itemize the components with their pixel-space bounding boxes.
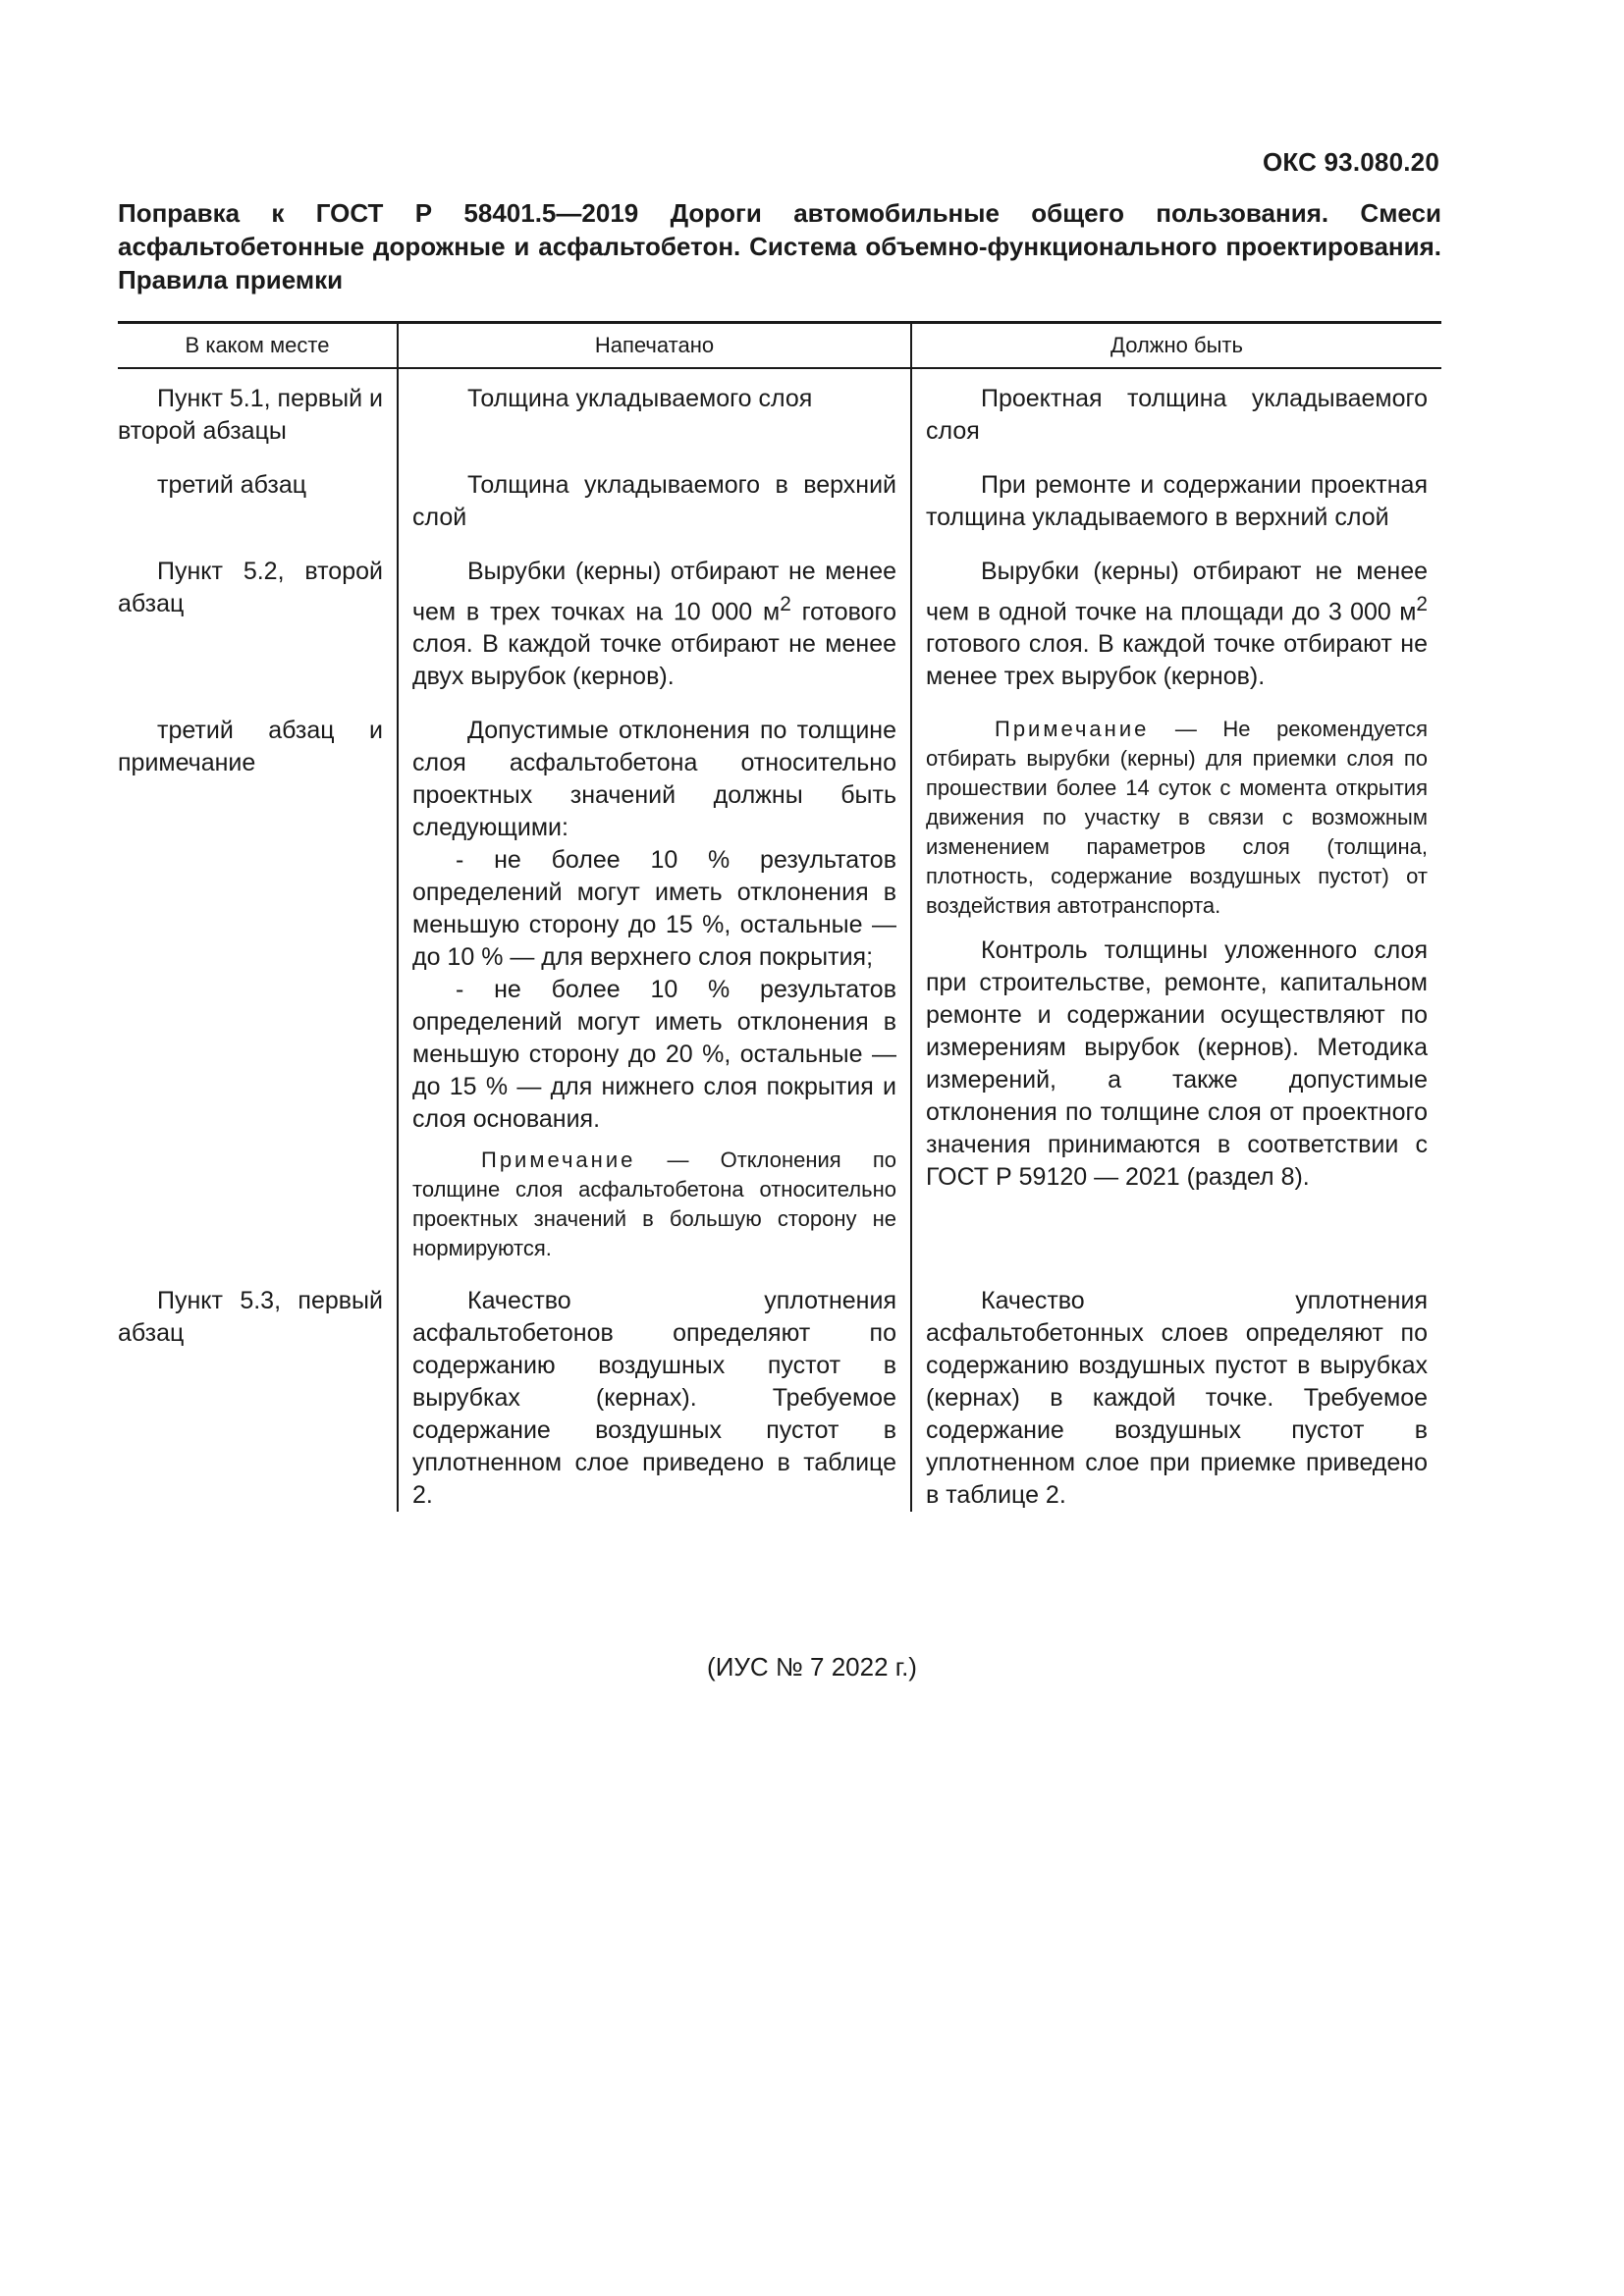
cell-where [118,1285,398,1512]
should-text: При ремонте и содержании проектная толщина укладываемого в верхний слой [926,471,1428,531]
cell-printed [398,1285,911,1512]
printed-text: Вырубки (керны) отбирают не менее чем в трех точках на 10 000 $м^2$ готового слоя. В каждой точке отбирают не менее двух вырубок (кернов). [412,558,896,691]
should-text: Качество уплотнения асфальтобетонных слоев определяют по содержанию воздушных пустот в вырубках (кернах) в каждой точке. Требуемое содержание воздушных пустот в уплотненном слое при приемке приведено в таблице 2. [926,1287,1428,1510]
table-row [118,556,1441,693]
document-title: Поправка к ГОСТ Р 58401.5—2019 Дороги автомобильные общего пользования. Смеси асфальтобетонные дорожные и асфальтобетон. Система объемно-функционального проектирования. Правила приемки [118,198,1441,294]
table-row [118,469,1441,534]
header-should: Должно быть [911,323,1441,369]
should-text: Проектная толщина укладываемого слоя [926,385,1428,445]
table-header-row [118,323,1441,369]
printed-paragraph-3: - не более 10 % результатов определений могут иметь отклонения в меньшую сторону до 20 %, остальные — до 15 % — для нижнего слоя покрытия и слоя основания. [412,976,896,1134]
should-paragraph: Контроль толщины уложенного слоя при строительстве, ремонте, капитальном ремонте и содержании осуществляют по измерениям вырубок (кернов). Методика измерений, а также допустимые отклонения по толщине слоя от проектного значения принимаются в соответствии с ГОСТ Р 59120 — 2021 (раздел 8). [926,936,1428,1192]
cell-where [118,556,398,693]
correction-table [118,321,1441,1512]
cell-should [911,1285,1441,1512]
cell-where [118,469,398,534]
should-text: Вырубки (керны) отбирают не менее чем в одной точке на площади до 3 000 $м^2$ готового слоя. В каждой точке отбирают не менее трех вырубок (кернов). [926,558,1428,691]
cell-where [118,368,398,448]
table-row [118,368,1441,448]
where-text: Пункт 5.2, второй абзац [118,558,383,617]
cell-where [118,715,398,1263]
where-text: третий абзац и примечание [118,717,383,777]
cell-printed [398,556,911,693]
ius-reference: (ИУС № 7 2022 г.) [707,1652,917,1682]
cell-printed [398,715,911,1263]
printed-paragraph-1: Допустимые отклонения по толщине слоя асфальтобетона относительно проектных значений должны быть следующими: [412,717,896,842]
cell-should [911,368,1441,448]
where-text: Пункт 5.3, первый абзац [118,1287,383,1348]
where-text: Пункт 5.1, первый и второй абзацы [118,385,384,445]
header-printed: Напечатано [398,323,911,369]
should-note: Примечание — Не рекомендуется отбирать вырубки (керны) для приемки слоя по прошествии более 14 суток с момента открытия движения по участку в связи с возможным изменением параметров слоя (толщина, плотность, содержание воздушных пустот) от воздействия автотранспорта. [926,717,1428,919]
note-label: Примечание [481,1148,636,1173]
cell-printed [398,368,911,448]
printed-text: Толщина укладываемого слоя [467,385,813,412]
cell-should [911,715,1441,1263]
header-where: В каком месте [118,323,398,369]
cell-should [911,556,1441,693]
cell-printed [398,469,911,534]
note-label: Примечание [995,717,1150,742]
printed-note: Примечание — Отклонения по толщине слоя асфальтобетона относительно проектных значений в большую сторону не нормируются. [412,1148,896,1261]
where-text: третий абзац [157,471,307,499]
table-row [118,715,1441,1263]
cell-should [911,469,1441,534]
printed-text: Качество уплотнения асфальтобетонов определяют по содержанию воздушных пустот в вырубках (кернах). Требуемое содержание воздушных пустот в уплотненном слое приведено в таблице 2. [412,1287,896,1510]
oks-code: ОКС 93.080.20 [1262,147,1439,177]
printed-paragraph-2: - не более 10 % результатов определений могут иметь отклонения в меньшую сторону до 15 %, остальные — до 10 % — для верхнего слоя покрытия; [412,846,896,972]
printed-text: Толщина укладываемого в верхний слой [412,471,896,531]
table-row [118,1285,1441,1512]
